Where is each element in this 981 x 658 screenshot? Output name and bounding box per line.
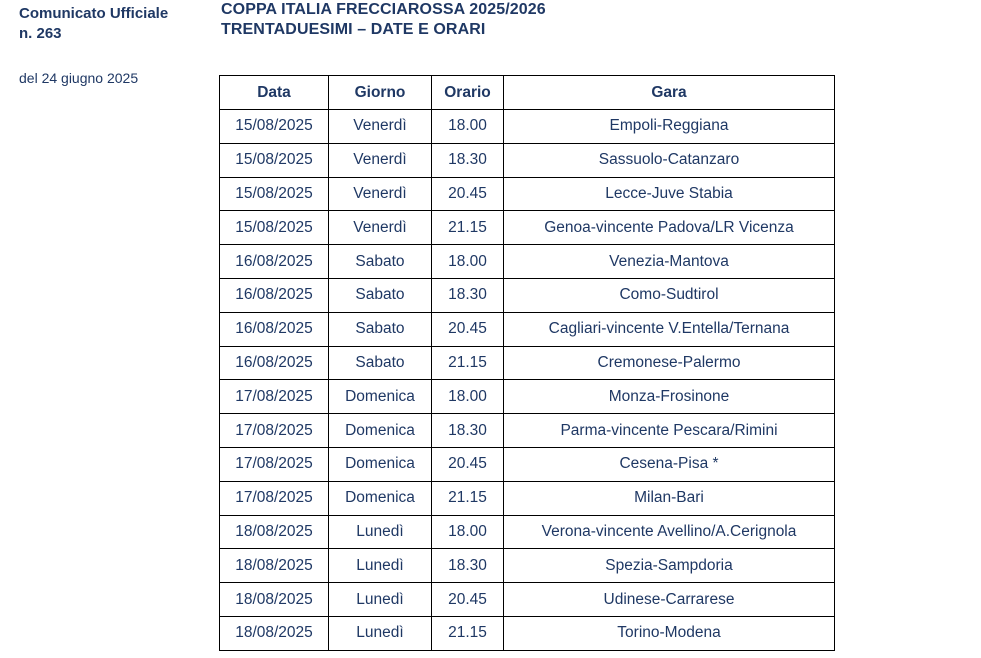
match-schedule-table — [219, 75, 835, 651]
table-row — [220, 414, 835, 448]
cell-orario: 21.15 — [432, 211, 504, 245]
cell-giorno: Lunedì — [329, 616, 432, 650]
table-row — [220, 312, 835, 346]
page-title — [221, 0, 546, 40]
table-row — [220, 346, 835, 380]
cell-orario: 18.30 — [432, 414, 504, 448]
cell-giorno: Lunedì — [329, 515, 432, 549]
cell-orario: 18.00 — [432, 380, 504, 414]
cell-gara: Cesena-Pisa * — [504, 447, 835, 481]
cell-giorno: Sabato — [329, 278, 432, 312]
cell-gara: Venezia-Mantova — [504, 245, 835, 279]
cell-data: 17/08/2025 — [220, 481, 329, 515]
cell-orario: 21.15 — [432, 346, 504, 380]
cell-gara: Lecce-Juve Stabia — [504, 177, 835, 211]
cell-giorno: Lunedì — [329, 583, 432, 617]
cell-giorno: Venerdì — [329, 110, 432, 144]
cell-gara: Verona-vincente Avellino/A.Cerignola — [504, 515, 835, 549]
cell-orario: 18.00 — [432, 110, 504, 144]
cell-orario: 20.45 — [432, 583, 504, 617]
cell-data: 17/08/2025 — [220, 447, 329, 481]
cell-giorno: Lunedì — [329, 549, 432, 583]
cell-orario: 20.45 — [432, 177, 504, 211]
cell-giorno: Domenica — [329, 447, 432, 481]
cell-orario: 21.15 — [432, 616, 504, 650]
table-row — [220, 583, 835, 617]
header-giorno: Giorno — [329, 76, 432, 110]
header-data: Data — [220, 76, 329, 110]
cell-data: 18/08/2025 — [220, 616, 329, 650]
cell-orario: 21.15 — [432, 481, 504, 515]
table-row — [220, 380, 835, 414]
cell-gara: Cagliari-vincente V.Entella/Ternana — [504, 312, 835, 346]
table-row — [220, 177, 835, 211]
cell-data: 15/08/2025 — [220, 110, 329, 144]
cell-giorno: Sabato — [329, 346, 432, 380]
communique-label — [19, 4, 199, 44]
table-row — [220, 515, 835, 549]
cell-giorno: Sabato — [329, 245, 432, 279]
cell-data: 15/08/2025 — [220, 143, 329, 177]
cell-giorno: Domenica — [329, 481, 432, 515]
cell-data: 16/08/2025 — [220, 245, 329, 279]
communique-number: n. 263 — [19, 25, 62, 42]
table-row — [220, 245, 835, 279]
communique-title: Comunicato Ufficiale — [19, 5, 169, 22]
cell-data: 17/08/2025 — [220, 380, 329, 414]
cell-orario: 18.00 — [432, 245, 504, 279]
cell-gara: Genoa-vincente Padova/LR Vicenza — [504, 211, 835, 245]
table-row — [220, 447, 835, 481]
cell-gara: Torino-Modena — [504, 616, 835, 650]
header-gara: Gara — [504, 76, 835, 110]
cell-gara: Monza-Frosinone — [504, 380, 835, 414]
cell-data: 17/08/2025 — [220, 414, 329, 448]
cell-orario: 20.45 — [432, 447, 504, 481]
table-row — [220, 211, 835, 245]
cell-data: 16/08/2025 — [220, 346, 329, 380]
cell-giorno: Venerdì — [329, 143, 432, 177]
table-row — [220, 143, 835, 177]
cell-gara: Spezia-Sampdoria — [504, 549, 835, 583]
cell-data: 15/08/2025 — [220, 211, 329, 245]
table-row — [220, 278, 835, 312]
table-header-row — [220, 76, 835, 110]
cell-orario: 20.45 — [432, 312, 504, 346]
cell-orario: 18.30 — [432, 143, 504, 177]
cell-data: 18/08/2025 — [220, 583, 329, 617]
table-row — [220, 549, 835, 583]
communique-date: del 24 giugno 2025 — [19, 70, 139, 86]
cell-giorno: Venerdì — [329, 177, 432, 211]
round-subtitle: TRENTADUESIMI – DATE E ORARI — [221, 21, 486, 38]
cell-orario: 18.00 — [432, 515, 504, 549]
cell-gara: Sassuolo-Catanzaro — [504, 143, 835, 177]
cell-gara: Cremonese-Palermo — [504, 346, 835, 380]
cell-data: 18/08/2025 — [220, 549, 329, 583]
cell-gara: Empoli-Reggiana — [504, 110, 835, 144]
cell-giorno: Domenica — [329, 414, 432, 448]
cell-data: 16/08/2025 — [220, 278, 329, 312]
table-body — [220, 110, 835, 651]
cell-gara: Como-Sudtirol — [504, 278, 835, 312]
table-row — [220, 616, 835, 650]
cell-orario: 18.30 — [432, 549, 504, 583]
header-orario: Orario — [432, 76, 504, 110]
cell-data: 15/08/2025 — [220, 177, 329, 211]
cell-giorno: Sabato — [329, 312, 432, 346]
cell-orario: 18.30 — [432, 278, 504, 312]
document-header-info — [19, 4, 199, 87]
cell-gara: Milan-Bari — [504, 481, 835, 515]
table-row — [220, 481, 835, 515]
table-row — [220, 110, 835, 144]
competition-title: COPPA ITALIA FRECCIAROSSA 2025/2026 — [221, 1, 546, 18]
cell-giorno: Domenica — [329, 380, 432, 414]
cell-data: 16/08/2025 — [220, 312, 329, 346]
cell-giorno: Venerdì — [329, 211, 432, 245]
cell-gara: Udinese-Carrarese — [504, 583, 835, 617]
cell-data: 18/08/2025 — [220, 515, 329, 549]
cell-gara: Parma-vincente Pescara/Rimini — [504, 414, 835, 448]
